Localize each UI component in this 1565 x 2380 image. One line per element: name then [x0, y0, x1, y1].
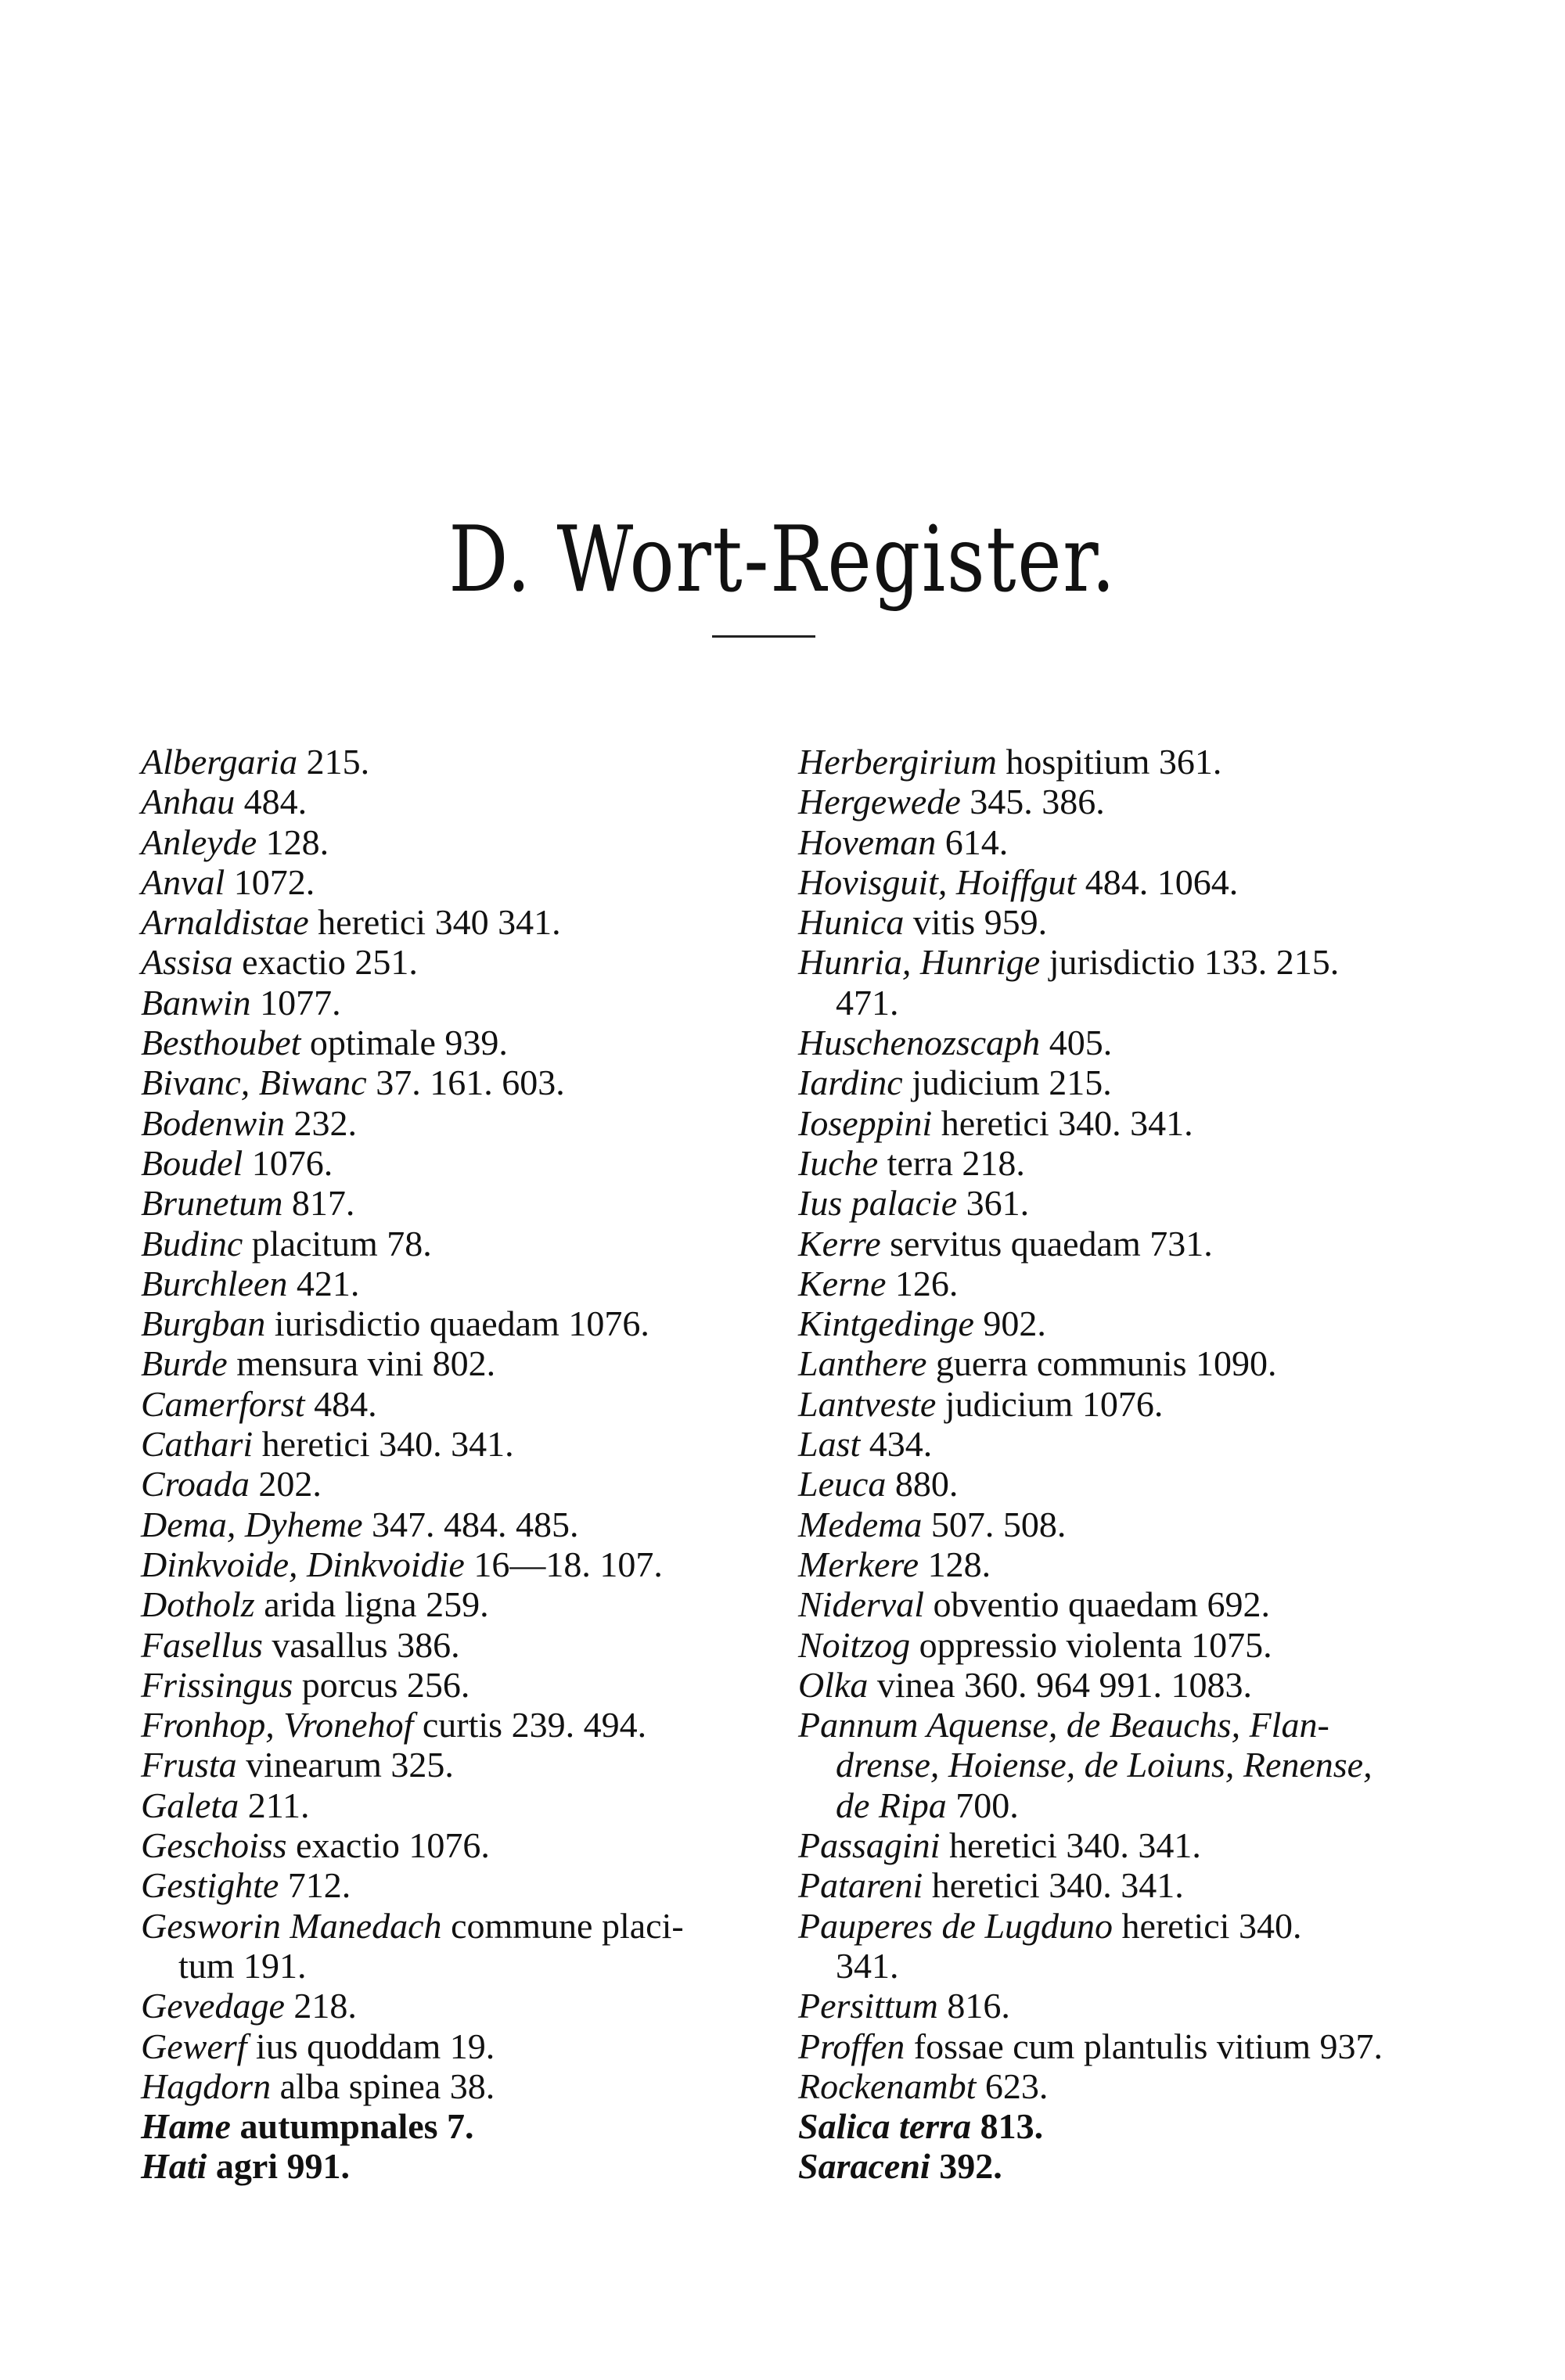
entry-text: 471. — [836, 982, 899, 1023]
entry-term: Niderval — [798, 1584, 924, 1625]
register-entry — [141, 862, 782, 902]
title-divider — [712, 635, 815, 638]
entry-term: Lantveste — [798, 1383, 937, 1424]
entry-text: 507. 508. — [922, 1504, 1067, 1544]
register-entry — [798, 1183, 1440, 1223]
entry-text: 817. — [282, 1183, 355, 1224]
register-entry — [798, 1023, 1440, 1062]
entry-text: exactio 1076. — [286, 1825, 490, 1866]
register-entry — [141, 1343, 782, 1383]
entry-text: 902. — [973, 1303, 1046, 1344]
entry-text: judicium 215. — [902, 1062, 1112, 1103]
register-entry — [798, 1103, 1440, 1143]
entry-term: Hame — [141, 2106, 231, 2147]
register-entry — [141, 1303, 782, 1343]
entry-text: guerra communis 1090. — [926, 1343, 1277, 1384]
register-entry — [798, 2146, 1440, 2186]
register-entry — [141, 1464, 782, 1504]
register-entry — [141, 1785, 782, 1825]
entry-text: commune placi- — [441, 1905, 684, 1946]
entry-term: Kintgedinge — [798, 1303, 974, 1344]
entry-term: Hagdorn — [141, 2065, 272, 2106]
entry-term: Hunica — [798, 902, 905, 943]
register-entry — [141, 1505, 782, 1544]
register-entry — [141, 1183, 782, 1223]
entry-text: vinea 360. 964 991. 1083. — [868, 1664, 1253, 1705]
entry-term: Hati — [141, 2146, 207, 2187]
register-entry — [141, 1143, 782, 1183]
entry-term: Persittum — [798, 1986, 938, 2026]
register-entry — [798, 1986, 1440, 2026]
entry-text: 202. — [249, 1464, 322, 1505]
entry-term: Besthoubet — [141, 1023, 301, 1063]
entry-term: Hergewede — [798, 782, 961, 822]
entry-text: 128. — [257, 821, 329, 862]
register-entry — [798, 1825, 1440, 1865]
entry-text: servitus quaedam 731. — [880, 1223, 1213, 1264]
entry-term: Hunria, Hunrige — [798, 942, 1041, 983]
entry-text: heretici 340 341. — [308, 902, 561, 943]
register-entry — [798, 1424, 1440, 1464]
entry-term: Kerre — [798, 1223, 881, 1264]
entry-term: Merkere — [798, 1544, 919, 1584]
register-entry — [141, 902, 782, 942]
entry-text: 1072. — [225, 861, 315, 902]
entry-text: 211. — [239, 1785, 310, 1825]
entry-term: Albergaria — [141, 742, 298, 782]
register-entry — [141, 2106, 782, 2146]
register-entry — [798, 942, 1440, 982]
register-entry — [798, 1584, 1440, 1624]
entry-text: heretici 340. — [1113, 1905, 1302, 1946]
entry-text: 816. — [937, 1986, 1010, 2026]
register-entry — [141, 1062, 782, 1102]
register-entry — [141, 983, 782, 1023]
register-entry — [798, 902, 1440, 942]
entry-text: heretici 340. 341. — [923, 1865, 1184, 1906]
entry-term: Gewerf — [141, 2026, 247, 2066]
entry-term: Banwin — [141, 982, 251, 1023]
entry-term: Salica terra — [798, 2106, 972, 2147]
register-entry — [798, 2026, 1440, 2066]
register-entry — [798, 1303, 1440, 1343]
register-entry — [141, 822, 782, 862]
entry-text: heretici 340. 341. — [932, 1102, 1193, 1143]
entry-term: Bivanc, Biwanc — [141, 1062, 367, 1103]
entry-text: oppressio violenta 1075. — [910, 1624, 1272, 1665]
entry-term: Gestighte — [141, 1865, 279, 1906]
entry-text: obventio quaedam 692. — [923, 1584, 1270, 1625]
entry-term: Anhau — [141, 782, 236, 822]
entry-text: alba spinea 38. — [271, 2065, 495, 2106]
entry-text: 712. — [279, 1865, 351, 1906]
entry-term: Lanthere — [798, 1343, 927, 1384]
register-entry — [141, 1424, 782, 1464]
register-entry — [141, 1906, 782, 1946]
entry-term: Hoveman — [798, 821, 937, 862]
entry-term: Gesworin Manedach — [141, 1905, 442, 1946]
entry-text: 405. — [1040, 1023, 1113, 1063]
entry-term: Iardinc — [798, 1062, 903, 1103]
register-entry — [798, 1946, 1440, 1986]
register-entry — [798, 1264, 1440, 1303]
entry-text: 880. — [886, 1464, 959, 1505]
entry-term: Croada — [141, 1464, 250, 1505]
register-entry — [141, 2146, 782, 2186]
register-entry — [141, 1986, 782, 2026]
register-entry — [141, 1665, 782, 1705]
entry-text: arida ligna 259. — [254, 1584, 489, 1625]
register-entry — [798, 1865, 1440, 1905]
register-entry — [141, 1584, 782, 1624]
entry-term: Last — [798, 1424, 861, 1465]
register-entry — [141, 1625, 782, 1665]
register-entry — [798, 822, 1440, 862]
register-entry — [798, 1505, 1440, 1544]
entry-term: Herbergirium — [798, 742, 997, 782]
entry-term: Patareni — [798, 1865, 923, 1906]
entry-text: vasallus 386. — [262, 1624, 460, 1665]
left-column — [141, 742, 782, 2187]
register-entry — [798, 1705, 1440, 1745]
register-entry — [798, 1062, 1440, 1102]
entry-text: 484. — [304, 1383, 377, 1424]
entry-term: Brunetum — [141, 1183, 283, 1224]
entry-text: iurisdictio quaedam 1076. — [265, 1303, 649, 1344]
register-entry — [798, 1384, 1440, 1424]
entry-term: Dema, Dyheme — [141, 1504, 363, 1544]
entry-term: Frissingus — [141, 1664, 293, 1705]
entry-term: Anleyde — [141, 821, 257, 862]
register-entry — [141, 782, 782, 821]
entry-term: Cathari — [141, 1424, 254, 1465]
entry-term: Burgban — [141, 1303, 266, 1344]
entry-text: vinearum 325. — [236, 1745, 454, 1785]
register-entry — [798, 862, 1440, 902]
entry-term: Budinc — [141, 1223, 243, 1264]
entry-text: 128. — [919, 1544, 991, 1584]
register-entry — [141, 1384, 782, 1424]
entry-text: 434. — [860, 1424, 933, 1465]
entry-term: Proffen — [798, 2026, 905, 2066]
entry-term: Dinkvoide, Dinkvoidie — [141, 1544, 465, 1584]
entry-term: Hovisguit, Hoiffgut — [798, 861, 1077, 902]
register-entry — [798, 1745, 1440, 1785]
entry-text: autumpnales 7. — [230, 2106, 474, 2147]
entry-text: mensura vini 802. — [227, 1343, 496, 1384]
entry-text: ius quoddam 19. — [246, 2026, 495, 2066]
entry-text: judicium 1076. — [936, 1383, 1164, 1424]
entry-text: placitum 78. — [243, 1223, 432, 1264]
entry-term: Olka — [798, 1664, 869, 1705]
entry-term: drense, Hoiense, de Loiuns, Renense, — [836, 1745, 1373, 1785]
entry-term: Burchleen — [141, 1263, 288, 1303]
register-entry — [141, 1825, 782, 1865]
register-entry — [798, 1785, 1440, 1825]
entry-text: fossae cum plantulis vitium 937. — [905, 2026, 1383, 2066]
entry-term: Kerne — [798, 1263, 887, 1303]
register-entry — [798, 1143, 1440, 1183]
register-entry — [141, 1023, 782, 1062]
entry-term: Rockenambt — [798, 2065, 977, 2106]
register-entry — [141, 1705, 782, 1745]
entry-text: curtis 239. 494. — [413, 1705, 647, 1745]
register-entry — [141, 1103, 782, 1143]
entry-text: optimale 939. — [300, 1023, 508, 1063]
entry-text: 700. — [946, 1785, 1019, 1825]
entry-term: Huschenozscaph — [798, 1023, 1041, 1063]
register-entry — [798, 1343, 1440, 1383]
entry-term: Burde — [141, 1343, 228, 1384]
register-entry — [141, 1946, 782, 1986]
entry-term: Noitzog — [798, 1624, 911, 1665]
entry-text: agri 991. — [207, 2146, 351, 2187]
entry-term: Pauperes de Lugduno — [798, 1905, 1113, 1946]
register-entry — [798, 1544, 1440, 1584]
register-entry — [141, 742, 782, 782]
entry-term: Saraceni — [798, 2146, 930, 2187]
entry-term: Leuca — [798, 1464, 887, 1505]
entry-term: de Ripa — [836, 1785, 947, 1825]
entry-term: Fronhop, Vronehof — [141, 1705, 414, 1745]
register-entry — [141, 2066, 782, 2106]
register-entry — [798, 983, 1440, 1023]
register-entry — [141, 1865, 782, 1905]
entry-text: 347. 484. 485. — [362, 1504, 579, 1544]
entry-text: 218. — [284, 1986, 357, 2026]
entry-term: Frusta — [141, 1745, 237, 1785]
entry-term: Galeta — [141, 1785, 239, 1825]
entry-text: hospitium 361. — [996, 742, 1222, 782]
register-entry — [798, 2066, 1440, 2106]
register-entry — [141, 1264, 782, 1303]
register-entry — [141, 2026, 782, 2066]
register-entry — [141, 942, 782, 982]
register-entry — [798, 1665, 1440, 1705]
entry-text: 614. — [936, 821, 1009, 862]
entry-term: Dotholz — [141, 1584, 255, 1625]
entry-term: Geschoiss — [141, 1825, 287, 1866]
register-entry — [141, 1224, 782, 1264]
entry-term: Anval — [141, 861, 225, 902]
register-entry — [798, 1224, 1440, 1264]
entry-text: exactio 251. — [232, 942, 418, 983]
entry-text: heretici 340. 341. — [253, 1424, 514, 1465]
entry-term: Pannum Aquense, de Beauchs, Flan- — [798, 1705, 1329, 1745]
page-title: D. Wort-Register. — [448, 506, 1117, 613]
entry-term: Camerforst — [141, 1383, 305, 1424]
entry-text: 16—18. 107. — [464, 1544, 663, 1584]
entry-text: 623. — [976, 2065, 1049, 2106]
entry-term: Medema — [798, 1504, 923, 1544]
entry-term: Ius palacie — [798, 1183, 958, 1224]
entry-text: terra 218. — [878, 1142, 1025, 1183]
register-entry — [798, 742, 1440, 782]
entry-text: 341. — [836, 1945, 899, 1986]
entry-text: 215. — [297, 742, 370, 782]
entry-text: 392. — [930, 2146, 1002, 2187]
register-entry — [141, 1745, 782, 1785]
entry-term: Fasellus — [141, 1624, 263, 1665]
entry-text: vitis 959. — [904, 902, 1048, 943]
entry-term: Iuche — [798, 1142, 879, 1183]
entry-text: 37. 161. 603. — [366, 1062, 565, 1103]
register-entry — [798, 2106, 1440, 2146]
entry-text: 421. — [287, 1263, 360, 1303]
entry-term: Assisa — [141, 942, 233, 983]
right-column — [798, 742, 1440, 2187]
entry-text: 345. 386. — [960, 782, 1105, 822]
entry-term: Gevedage — [141, 1986, 285, 2026]
entry-text: 361. — [957, 1183, 1030, 1224]
entry-text: 1076. — [243, 1142, 333, 1183]
entry-term: Ioseppini — [798, 1102, 933, 1143]
register-entry — [798, 1464, 1440, 1504]
entry-term: Bodenwin — [141, 1102, 285, 1143]
entry-text: 484. 1064. — [1076, 861, 1239, 902]
entry-text: heretici 340. 341. — [940, 1825, 1201, 1866]
register-entry — [798, 1625, 1440, 1665]
entry-text: porcus 256. — [293, 1664, 470, 1705]
entry-text: 232. — [284, 1102, 357, 1143]
entry-text: tum 191. — [178, 1945, 307, 1986]
entry-text: 1077. — [250, 982, 341, 1023]
register-entry — [141, 1544, 782, 1584]
entry-term: Arnaldistae — [141, 902, 309, 943]
entry-term: Boudel — [141, 1142, 243, 1183]
entry-text: jurisdictio 133. 215. — [1040, 942, 1340, 983]
register-entry — [798, 782, 1440, 821]
entry-text: 126. — [886, 1263, 959, 1303]
register-entry — [798, 1906, 1440, 1946]
entry-term: Passagini — [798, 1825, 941, 1866]
entry-text: 484. — [235, 782, 308, 822]
entry-text: 813. — [971, 2106, 1044, 2147]
